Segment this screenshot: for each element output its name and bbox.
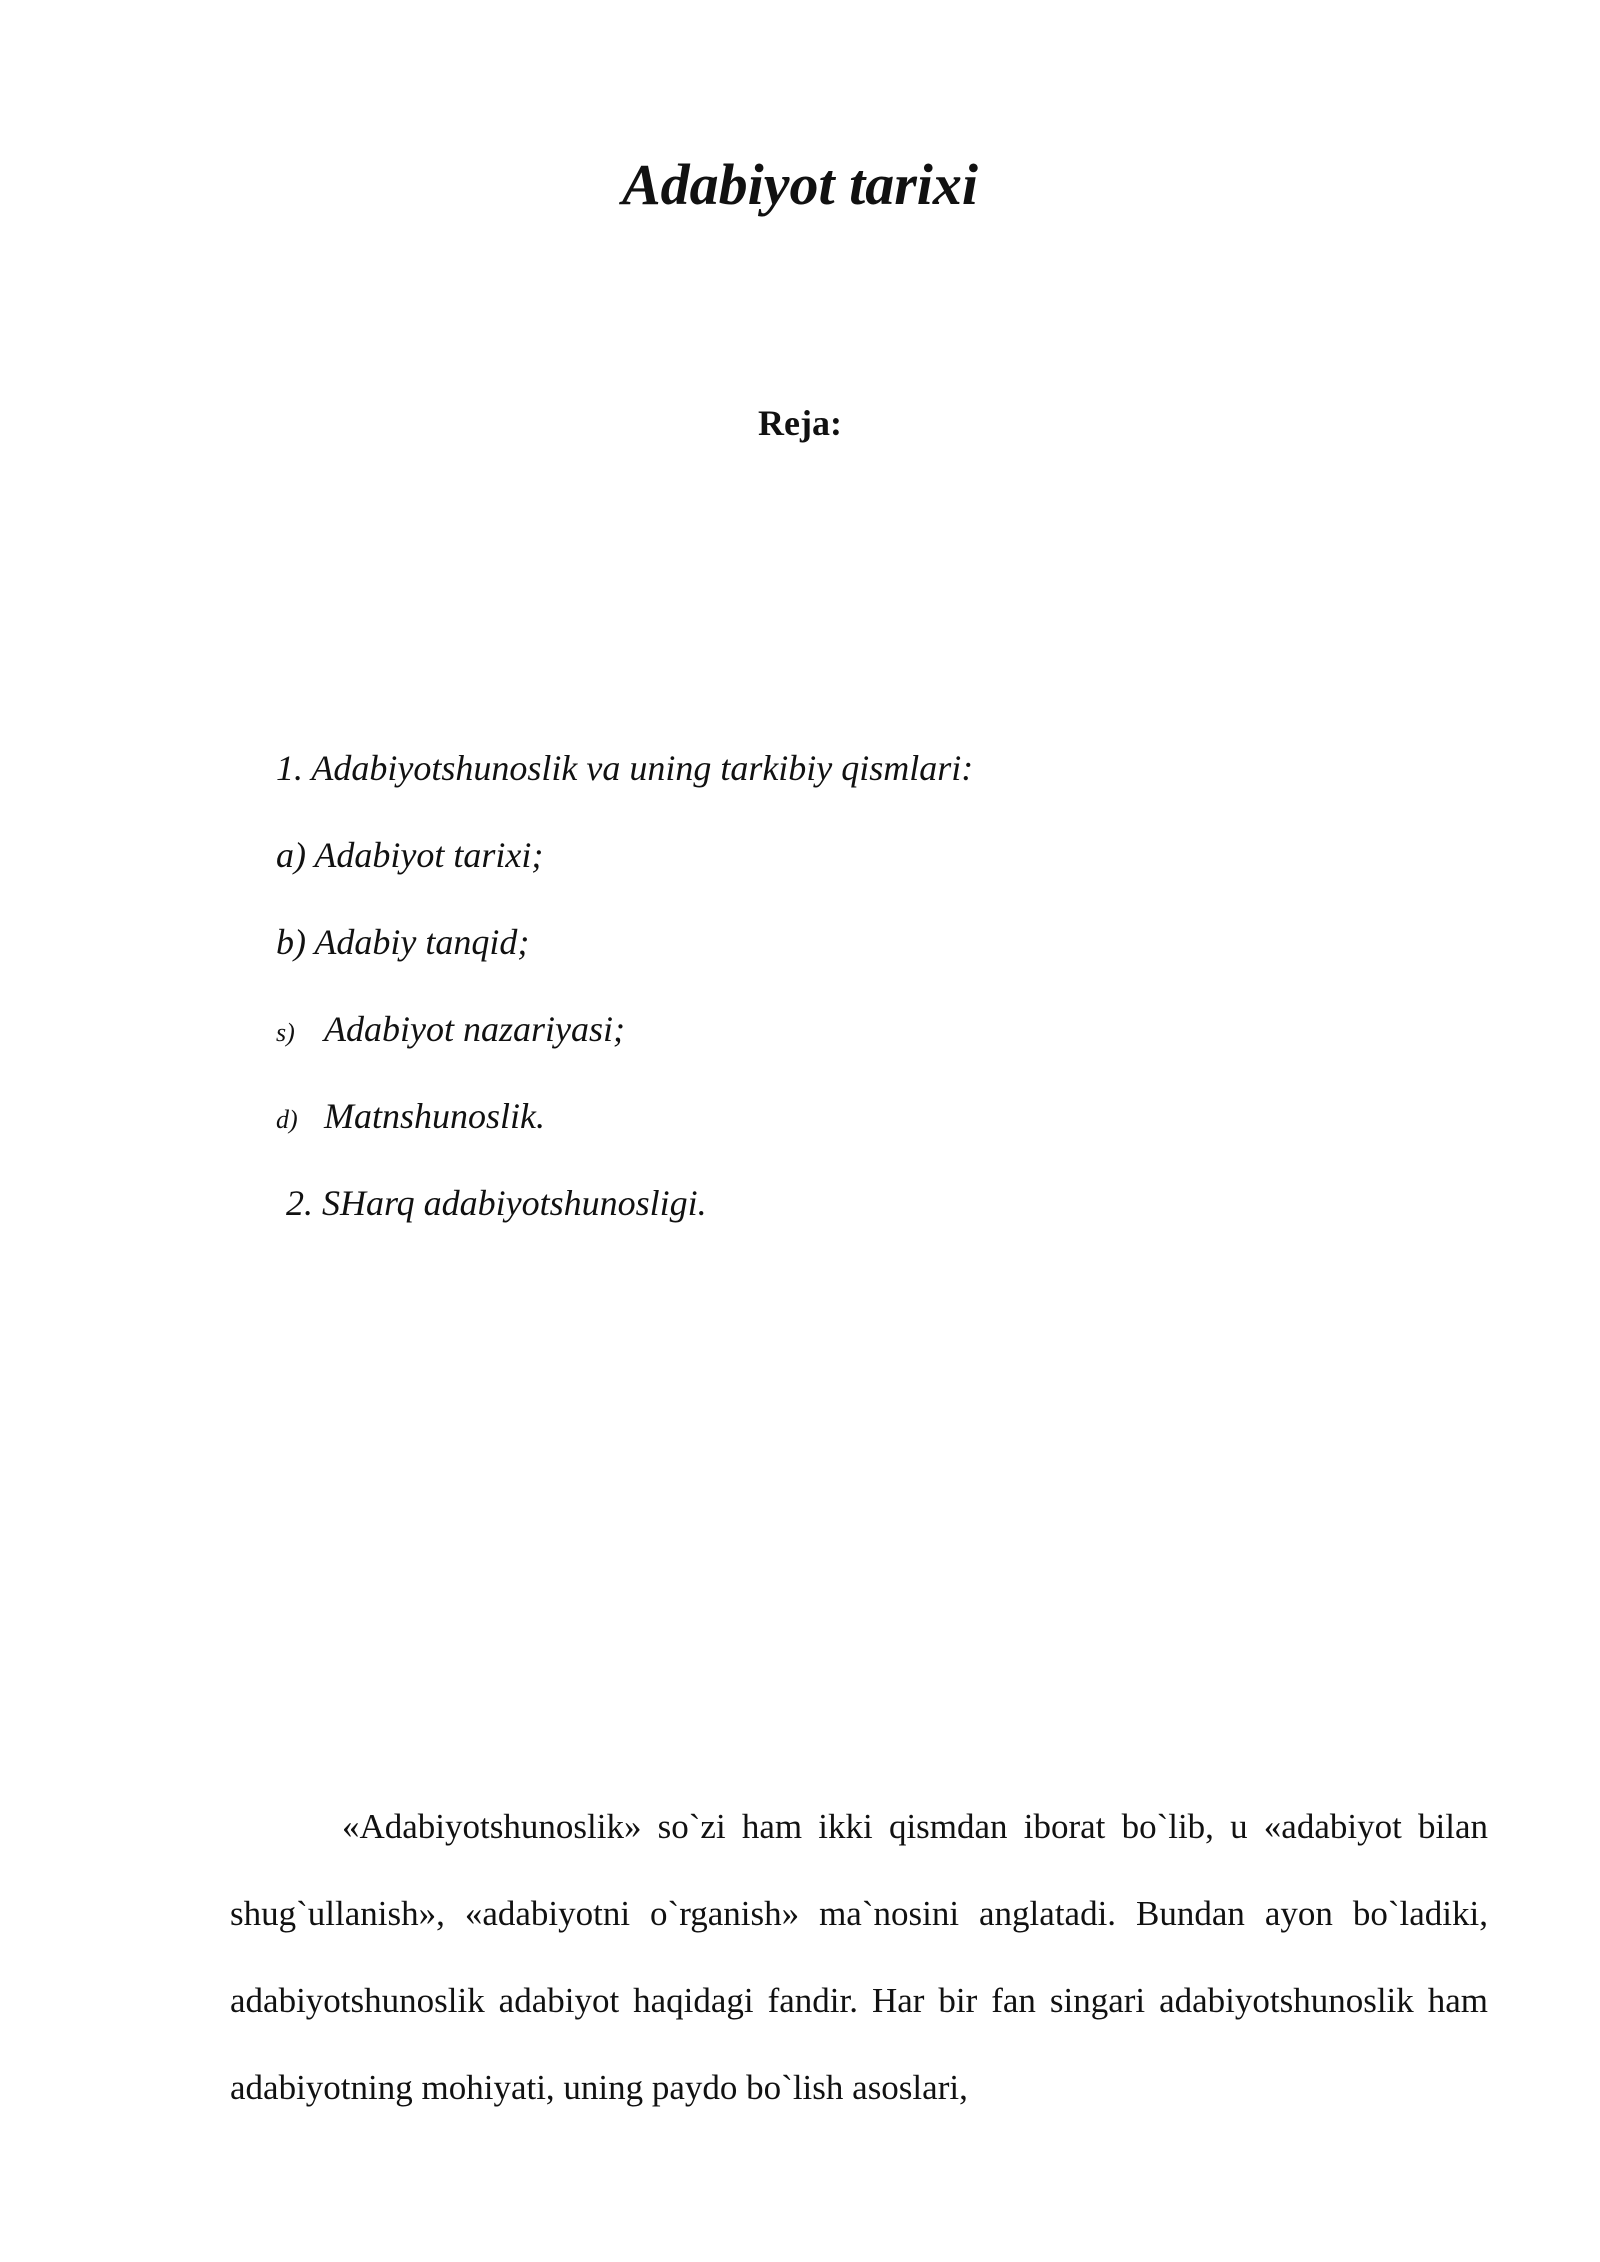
plan-item: [276, 745, 973, 832]
plan-item-marker: b): [276, 922, 306, 962]
plan-item-marker: 1.: [276, 748, 303, 788]
plan-item-text: Matnshunoslik.: [324, 1096, 545, 1136]
plan-item-text: Adabiyot nazariyasi;: [324, 1009, 625, 1049]
plan-item-marker: a): [276, 835, 306, 875]
plan-heading: Reja:: [758, 403, 842, 443]
plan-item: [276, 1180, 973, 1267]
body-paragraph: «Adabiyotshunoslik» so`zi ham ikki qismdan iborat bo`lib, u «adabiyot bilan shug`ullanish», «adabiyotni o`rganish» ma`nosini anglatadi. Bundan ayon bo`ladiki, adabiyotshunoslik adabiyot haqidagi fandir. Har bir fan singari adabiyotshunoslik ham adabiyotning mohiyati, uning paydo bo`lish asoslari,: [230, 1807, 1488, 2107]
plan-item-marker: d): [276, 1105, 298, 1134]
plan-item-text: Adabiyot tarixi;: [314, 835, 544, 875]
plan-list: [276, 745, 973, 1267]
plan-item: [276, 1006, 973, 1093]
plan-item-text: SHarq adabiyotshunosligi.: [322, 1183, 707, 1223]
plan-item: [276, 1093, 973, 1180]
plan-item: [276, 919, 973, 1006]
plan-item-marker: 2.: [286, 1183, 313, 1223]
plan-item-marker: s): [276, 1018, 295, 1047]
plan-item: [276, 832, 973, 919]
page-title: Adabiyot tarixi: [621, 152, 979, 217]
plan-item-text: Adabiy tanqid;: [314, 922, 530, 962]
plan-item-text: Adabiyotshunoslik va uning tarkibiy qismlari:: [311, 748, 974, 788]
